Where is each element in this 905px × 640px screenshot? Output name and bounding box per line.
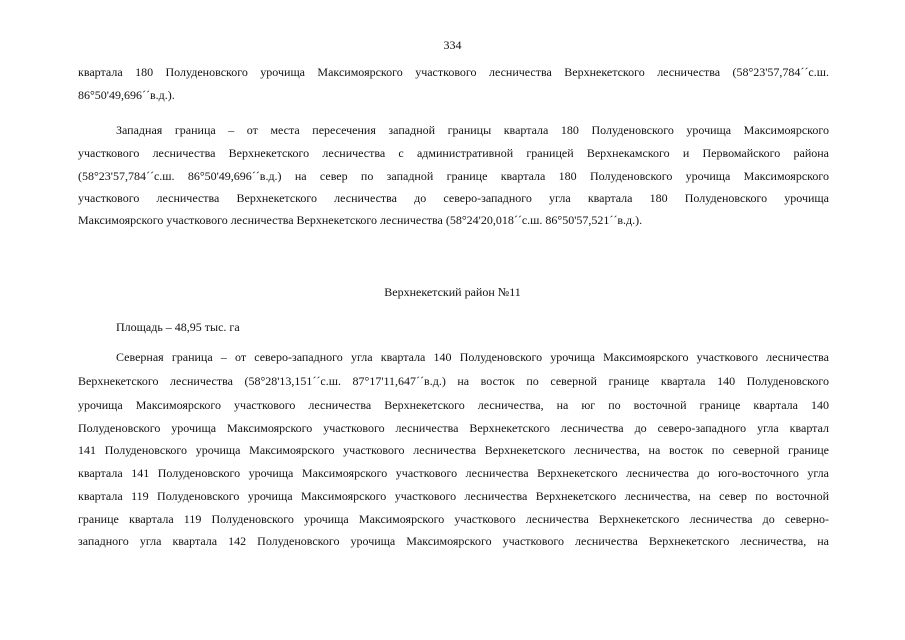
page-number: 334 [443, 38, 462, 52]
text-line: Северная граница – от северо-западного угла квартала 140 Полуденовского урочища Максимоярского участкового лесничества [116, 350, 829, 364]
section-heading: Верхнекетский район №11 [384, 285, 521, 299]
area-line: Площадь – 48,95 тыс. га [116, 320, 240, 334]
text-line: Верхнекетского лесничества (58°28'13,151´´с.ш. 87°17'11,647´´в.д.) на восток по северной границе квартала 140 Полуденовского [78, 374, 829, 388]
text-line: квартала 180 Полуденовского урочища Максимоярского участкового лесничества Верхнекетского лесничества (58°23'57,784´´с.ш. [78, 65, 829, 79]
text-line: Полуденовского урочища Максимоярского участкового лесничества Верхнекетского лесничества до северо-западного угла квартал [78, 421, 829, 435]
text-line: 86°50'49,696´´в.д.). [78, 88, 175, 102]
text-line: участкового лесничества Верхнекетского лесничества с административной границей Верхнекамского и Первомайского района [78, 146, 829, 160]
text-line: 141 Полуденовского урочища Максимоярского участкового лесничества Верхнекетского лесничества, на восток по северной границе [78, 443, 829, 457]
text-line: квартала 119 Полуденовского урочища Максимоярского участкового лесничества Верхнекетского лесничества, на север по восточной [78, 489, 829, 503]
text-line: участкового лесничества Верхнекетского лесничества до северо-западного угла квартала 180 Полуденовского урочища [78, 191, 829, 205]
text-line: (58°23'57,784´´с.ш. 86°50'49,696´´в.д.) на север по западной границе квартала 180 Полуденовского урочища Максимоярского [78, 169, 829, 183]
text-line: урочища Максимоярского участкового лесничества Верхнекетского лесничества, на юг по восточной границе квартала 140 [78, 398, 829, 412]
text-line: квартала 141 Полуденовского урочища Максимоярского участкового лесничества Верхнекетского лесничества до юго-восточного угла [78, 466, 829, 480]
text-line: границе квартала 119 Полуденовского урочища Максимоярского участкового лесничества Верхнекетского лесничества до северно- [78, 512, 829, 526]
text-line: западного угла квартала 142 Полуденовского урочища Максимоярского участкового лесничества Верхнекетского лесничества, на [78, 534, 829, 548]
text-line: Западная граница – от места пересечения западной границы квартала 180 Полуденовского урочища Максимоярского [116, 123, 829, 137]
text-line: Максимоярского участкового лесничества Верхнекетского лесничества (58°24'20,018´´с.ш. 86°50'57,521´´в.д.). [78, 213, 643, 227]
